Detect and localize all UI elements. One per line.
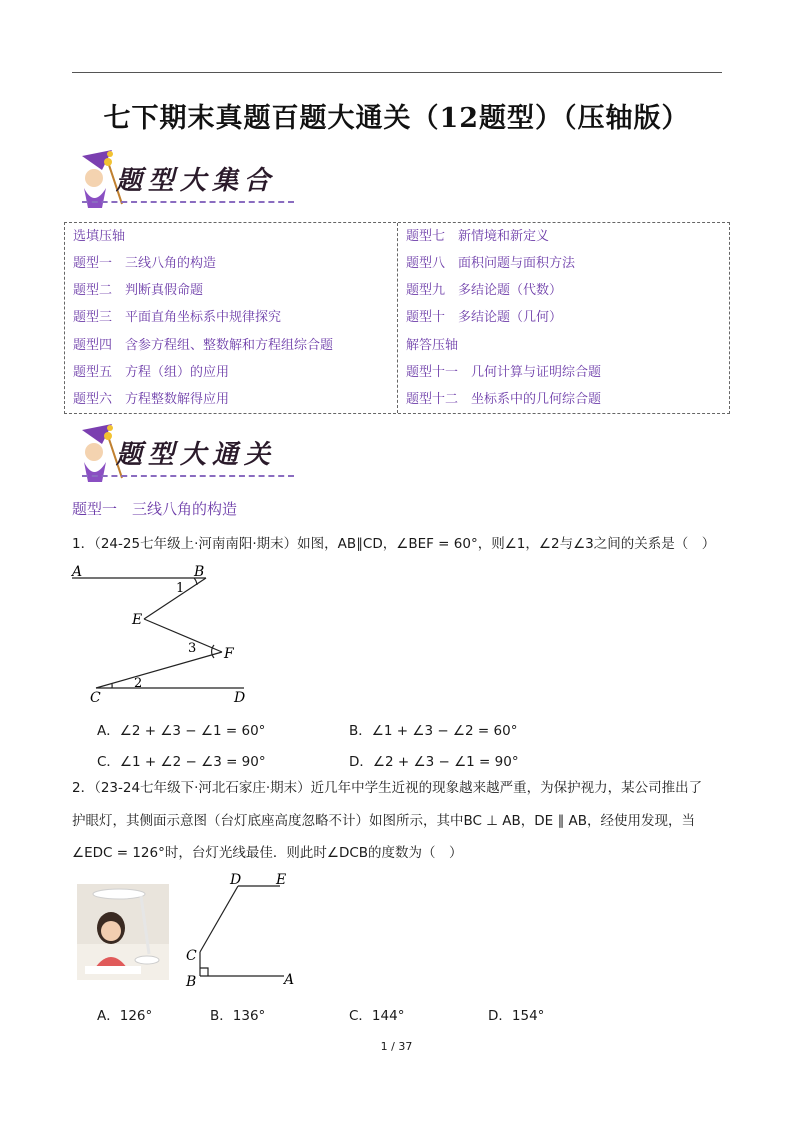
girl-lamp-photo	[77, 884, 169, 980]
toc-item[interactable]: 题型九 多结论题（代数）	[406, 283, 563, 298]
q2-option-a[interactable]: A．126°	[97, 1008, 153, 1024]
toc-item[interactable]: 题型十一 几何计算与证明综合题	[406, 365, 602, 380]
page-title: 七下期末真题百题大通关（12题型）（压轴版）	[103, 103, 690, 134]
banner-rule	[82, 201, 294, 203]
point-E-label: E	[276, 872, 287, 888]
point-A-label: A	[284, 972, 295, 988]
angle-3-label: 3	[188, 641, 197, 656]
question-1-text: 1．（24-25七年级上·河南南阳·期末）如图，AB∥CD，∠BEF = 60°，则∠1，∠2与∠3之间的关系是（ ）	[72, 536, 716, 552]
toc-item[interactable]: 题型八 面积问题与面积方法	[406, 256, 576, 271]
toc-box	[64, 222, 730, 414]
point-C-label: C	[90, 690, 101, 706]
toc-item[interactable]: 题型六 方程整数解得应用	[73, 392, 230, 407]
question-2-figure	[180, 872, 310, 992]
point-B-label: B	[194, 564, 205, 580]
question-2-line-1: 2．（23-24七年级下·河北石家庄·期末）近几年中学生近视的现象越来越严重，为保护视力，某公司推出了	[72, 780, 703, 796]
toc-item[interactable]: 题型十二 坐标系中的几何综合题	[406, 392, 602, 407]
toc-item[interactable]: 题型三 平面直角坐标系中规律探究	[73, 310, 282, 325]
question-1-figure	[66, 562, 266, 706]
toc-item[interactable]: 题型一 三线八角的构造	[73, 256, 217, 271]
toc-item[interactable]: 题型五 方程（组）的应用	[73, 365, 230, 380]
collection-banner	[72, 148, 302, 218]
angle-2-label: 2	[134, 676, 143, 691]
pass-banner-text: 题型大通关	[116, 440, 277, 470]
q2-option-c[interactable]: C．144°	[349, 1008, 405, 1024]
question-2-line-2: 护眼灯，其侧面示意图（台灯底座高度忽略不计）如图所示，其中BC ⊥ AB，DE ∥ AB，经使用发现，当	[72, 813, 696, 829]
toc-item[interactable]: 选填压轴	[73, 229, 126, 244]
toc-item[interactable]: 题型七 新情境和新定义	[406, 229, 550, 244]
q2-option-d[interactable]: D．154°	[488, 1008, 545, 1024]
toc-item[interactable]: 解答压轴	[406, 338, 459, 353]
point-C-label: C	[186, 948, 197, 964]
header-rule	[72, 72, 722, 73]
point-D-label: D	[234, 690, 246, 706]
q2-option-b[interactable]: B．136°	[210, 1008, 266, 1024]
point-A-label: A	[72, 564, 83, 580]
collection-banner-text: 题型大集合	[116, 166, 277, 196]
point-E-label: E	[132, 612, 143, 628]
q1-option-b[interactable]: B．∠1 + ∠3 − ∠2 = 60°	[349, 723, 518, 739]
toc-item[interactable]: 题型二 判断真假命题	[73, 283, 204, 298]
point-F-label: F	[224, 646, 234, 662]
angle-1-label: 1	[176, 581, 185, 596]
pass-banner	[72, 422, 302, 492]
section-heading: 题型一 三线八角的构造	[72, 500, 238, 518]
toc-item[interactable]: 题型十 多结论题（几何）	[406, 310, 563, 325]
q1-option-c[interactable]: C．∠1 + ∠2 − ∠3 = 90°	[97, 754, 266, 770]
question-2-line-3: ∠EDC = 126°时，台灯光线最佳．则此时∠DCB的度数为（ ）	[72, 845, 463, 861]
q1-option-a[interactable]: A．∠2 + ∠3 − ∠1 = 60°	[97, 723, 266, 739]
toc-item[interactable]: 题型四 含参方程组、整数解和方程组综合题	[73, 338, 334, 353]
page-number: 1 / 37	[380, 1040, 413, 1053]
banner-rule	[82, 475, 294, 477]
toc-left-column	[65, 223, 398, 413]
q1-option-d[interactable]: D．∠2 + ∠3 − ∠1 = 90°	[349, 754, 519, 770]
point-D-label: D	[230, 872, 242, 888]
point-B-label: B	[186, 974, 197, 990]
toc-right-column	[398, 223, 729, 413]
